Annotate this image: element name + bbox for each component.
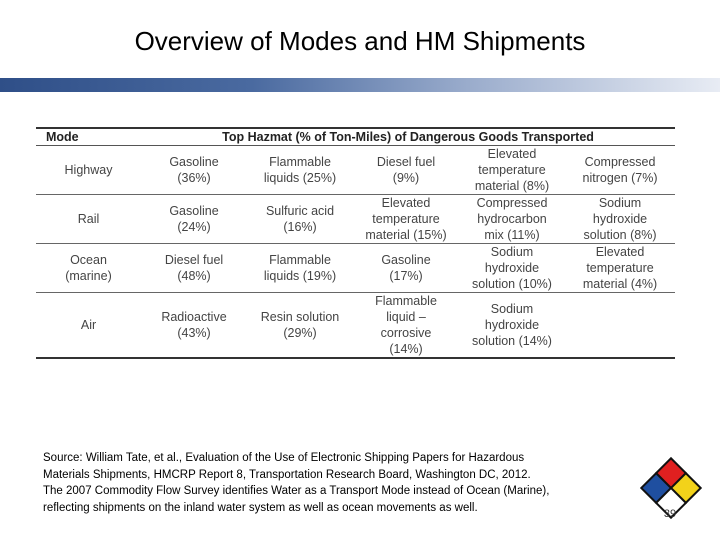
table-body xyxy=(36,146,675,358)
hazmat-cell xyxy=(141,293,247,358)
source-line: Source: William Tate, et al., Evaluation of the Use of Electronic Shipping Papers for Hazardous xyxy=(43,452,525,464)
hazmat-cell-line: Flammable xyxy=(375,294,437,308)
hazmat-cell-line: Compressed xyxy=(584,155,656,169)
table-row xyxy=(36,146,675,195)
hazmat-cell-line: (16%) xyxy=(283,220,317,234)
hazmat-cell-line: corrosive xyxy=(380,326,432,340)
hazmat-cell-line: liquid – xyxy=(386,310,426,324)
mode-cell xyxy=(36,244,141,293)
hazmat-cell-line: hydroxide xyxy=(484,318,540,332)
hazmat-cell xyxy=(247,195,353,244)
hazmat-cell-line: (43%) xyxy=(177,326,211,340)
hazmat-cell-line: Flammable xyxy=(269,155,331,169)
hazmat-cell-line: solution (14%) xyxy=(472,334,552,348)
hazmat-cell-line: Elevated xyxy=(487,147,537,161)
mode-cell xyxy=(36,293,141,358)
mode-cell xyxy=(36,146,141,195)
hazmat-cell-line: liquids (25%) xyxy=(263,171,337,185)
hazmat-cell-line: hydrocarbon xyxy=(477,212,547,226)
hazmat-cell-line: Sodium xyxy=(490,245,534,259)
hazmat-cell xyxy=(565,293,675,358)
hazmat-cell-line: Radioactive xyxy=(161,310,227,324)
hazmat-cell-line: temperature xyxy=(586,261,654,275)
hazmat-cell xyxy=(565,146,675,195)
hazmat-cell xyxy=(353,146,459,195)
hazmat-cell-line: material (15%) xyxy=(365,228,447,242)
hazmat-table xyxy=(36,129,675,357)
hazmat-cell xyxy=(141,244,247,293)
hazmat-cell-line: Gasoline xyxy=(169,204,219,218)
hazmat-cell-line: (17%) xyxy=(389,269,423,283)
hazmat-cell xyxy=(565,244,675,293)
mode-line: Rail xyxy=(77,212,100,226)
hazmat-cell-line: temperature xyxy=(372,212,440,226)
hazmat-cell-line: Diesel fuel xyxy=(164,253,224,267)
hazmat-cell xyxy=(565,195,675,244)
hazmat-cell-line: temperature xyxy=(478,163,546,177)
mode-cell xyxy=(36,195,141,244)
hazmat-cell xyxy=(459,293,565,358)
page-number: 39 xyxy=(663,508,677,520)
hazmat-cell-line: (14%) xyxy=(389,342,423,356)
hazmat-cell-line: (29%) xyxy=(283,326,317,340)
hazmat-cell-line: Elevated xyxy=(381,196,431,210)
source-line: reflecting shipments on the inland water system as well as ocean movements as well. xyxy=(43,501,478,514)
hazmat-cell xyxy=(247,244,353,293)
hazmat-cell-line: (36%) xyxy=(177,171,211,185)
title-divider-bar xyxy=(0,78,720,92)
hazmat-cell-line: (9%) xyxy=(392,171,420,185)
hazmat-cell-line: Resin solution xyxy=(260,310,340,324)
hazmat-cell-line: liquids (19%) xyxy=(263,269,337,283)
hazmat-cell-line: hydroxide xyxy=(592,212,648,226)
source-note xyxy=(43,450,628,516)
hazmat-cell-line: Gasoline xyxy=(169,155,219,169)
hazmat-cell xyxy=(141,195,247,244)
hazmat-cell-line: material (8%) xyxy=(474,179,550,193)
hazmat-cell xyxy=(247,293,353,358)
hazmat-cell-line: (48%) xyxy=(177,269,211,283)
hazmat-cell-line: Compressed xyxy=(476,196,548,210)
hazmat-cell-line: Sulfuric acid xyxy=(265,204,335,218)
table-row xyxy=(36,195,675,244)
hazmat-cell xyxy=(459,195,565,244)
source-line: The 2007 Commodity Flow Survey identifies Water as a Transport Mode instead of Ocean (Marine), xyxy=(43,485,550,497)
hazmat-cell-line: Sodium xyxy=(490,302,534,316)
hazmat-cell xyxy=(459,244,565,293)
hazmat-cell-line: hydroxide xyxy=(484,261,540,275)
hazmat-cell-line: nitrogen (7%) xyxy=(582,171,658,185)
hazmat-cell-line: mix (11%) xyxy=(484,228,540,242)
header-mode: Mode xyxy=(36,129,141,146)
mode-line: Air xyxy=(80,318,97,332)
hazmat-cell xyxy=(353,195,459,244)
hazmat-cell-line: solution (8%) xyxy=(583,228,657,242)
hazmat-table-container xyxy=(36,127,675,359)
hazmat-cell-line: Flammable xyxy=(269,253,331,267)
hazmat-cell-line: (24%) xyxy=(177,220,211,234)
header-top-hazmat: Top Hazmat (% of Ton-Miles) of Dangerous Goods Transported xyxy=(141,129,675,146)
hazmat-cell xyxy=(459,146,565,195)
table-header-row xyxy=(36,129,675,146)
hazmat-cell xyxy=(353,293,459,358)
hazmat-cell-line: solution (10%) xyxy=(472,277,552,291)
hazmat-cell-line: material (4%) xyxy=(582,277,658,291)
table-row xyxy=(36,244,675,293)
hazmat-cell xyxy=(247,146,353,195)
mode-line: Ocean xyxy=(70,253,107,267)
mode-line: Highway xyxy=(64,163,113,177)
mode-line: (marine) xyxy=(65,269,112,283)
source-line: Materials Shipments, HMCRP Report 8, Transportation Research Board, Washington DC, 2012. xyxy=(43,468,531,481)
hazmat-cell xyxy=(141,146,247,195)
slide-title: Overview of Modes and HM Shipments xyxy=(134,26,586,56)
table-row xyxy=(36,293,675,358)
hazmat-cell xyxy=(353,244,459,293)
hazmat-cell-line: Elevated xyxy=(595,245,645,259)
hazmat-cell-line: Diesel fuel xyxy=(376,155,436,169)
hazmat-cell-line: Gasoline xyxy=(381,253,431,267)
hazmat-cell-line: Sodium xyxy=(598,196,642,210)
